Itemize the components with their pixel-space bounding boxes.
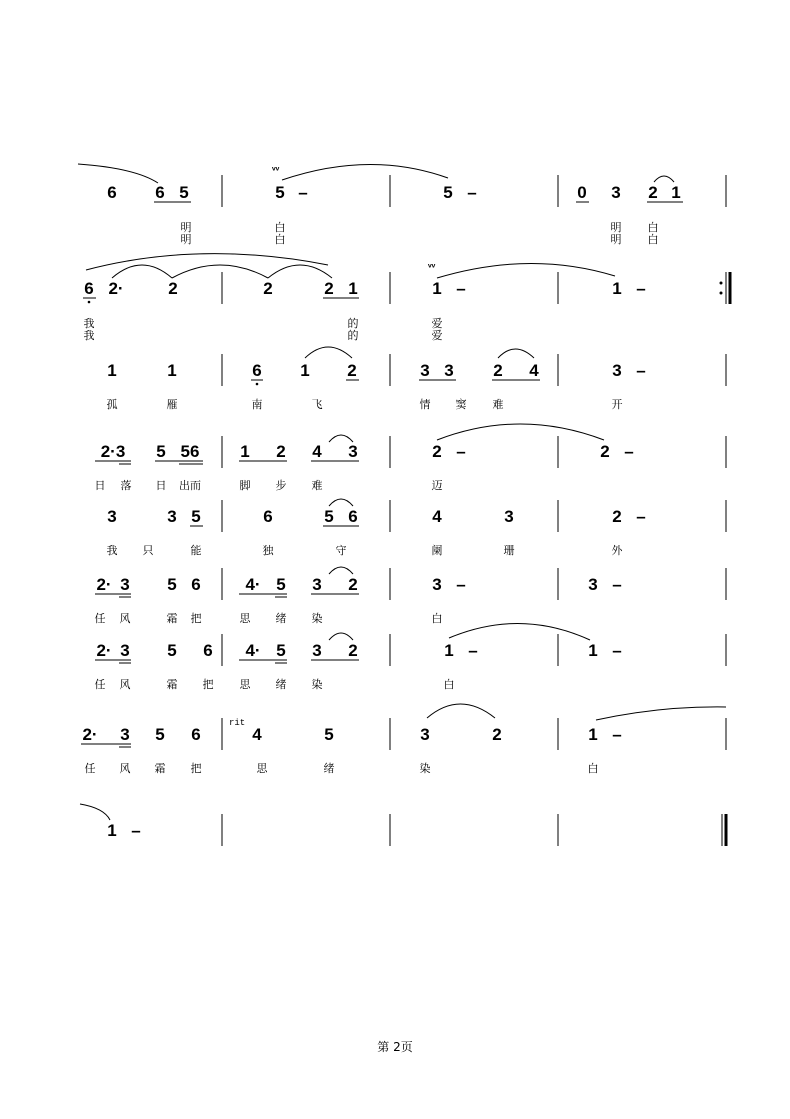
- lyric: 日: [94, 479, 106, 492]
- lyric: 思: [239, 612, 251, 625]
- note: 4: [312, 442, 322, 461]
- note: 2·: [108, 279, 124, 298]
- page-number: 第 2页: [377, 1040, 413, 1054]
- lyric: 爱: [431, 317, 443, 330]
- note: 3: [312, 575, 322, 594]
- lyric: 明: [180, 233, 192, 246]
- dash: –: [298, 183, 308, 202]
- note: 2: [648, 183, 658, 202]
- note: 2·3: [100, 442, 126, 461]
- note: 5: [276, 575, 286, 594]
- lyric: 爱: [431, 329, 443, 342]
- dash: –: [636, 361, 646, 380]
- note: 2: [492, 725, 502, 744]
- lyric: 思: [239, 678, 251, 691]
- note: 0: [577, 183, 587, 202]
- dash: –: [131, 821, 141, 840]
- lyric: 明: [610, 233, 622, 246]
- note: 2: [263, 279, 273, 298]
- dash: –: [612, 641, 622, 660]
- note: 6: [155, 183, 165, 202]
- note: 5: [443, 183, 453, 202]
- lyric: 难: [311, 479, 323, 492]
- staff-system-9: [80, 804, 726, 846]
- lyric: 任: [84, 762, 96, 775]
- note: 2: [493, 361, 503, 380]
- note: 6: [252, 361, 262, 380]
- lyric: 白: [431, 612, 443, 625]
- lyric: 我: [106, 544, 118, 557]
- note: 5: [276, 641, 286, 660]
- note: 3: [312, 641, 322, 660]
- note: 5: [324, 725, 334, 744]
- dash: –: [456, 279, 466, 298]
- svg-text:ᵥᵥ: ᵥᵥ: [428, 259, 436, 270]
- note: 3: [107, 507, 117, 526]
- note: 1: [300, 361, 310, 380]
- note: 3: [120, 725, 130, 744]
- lyric: 雁: [166, 398, 178, 411]
- lyric: 霜: [166, 678, 178, 691]
- lyric: 开: [611, 398, 623, 411]
- note: 2·: [96, 641, 112, 660]
- lyric: 白: [443, 678, 455, 691]
- staff-system-2: [83, 254, 730, 342]
- note: 5: [167, 641, 177, 660]
- lyric: 霜: [154, 762, 166, 775]
- note: 56: [180, 442, 200, 461]
- note: 1: [588, 641, 598, 660]
- lyric: 白: [647, 221, 659, 234]
- lyric: 守: [335, 544, 347, 557]
- lyric: 白: [587, 762, 599, 775]
- lyric: 思: [256, 762, 268, 775]
- lyric: 任: [94, 612, 106, 625]
- note: 1: [588, 725, 598, 744]
- lyric: 白: [647, 233, 659, 246]
- lyric: 外: [611, 544, 623, 557]
- note: 3: [167, 507, 177, 526]
- note: 1: [167, 361, 177, 380]
- lyric: 绪: [275, 678, 287, 691]
- lyric: 独: [262, 544, 274, 557]
- dash: –: [456, 575, 466, 594]
- lyric: 情: [419, 398, 431, 411]
- lyric: 风: [119, 678, 131, 691]
- note: 5: [324, 507, 334, 526]
- note: 2: [612, 507, 622, 526]
- note: 2: [348, 575, 358, 594]
- lyric: 能: [190, 544, 202, 557]
- lyric: 风: [119, 612, 131, 625]
- lyric: 我: [83, 329, 95, 342]
- lyric: 染: [311, 612, 323, 625]
- lyric: 明: [180, 221, 192, 234]
- dash: –: [624, 442, 634, 461]
- note: 4·: [245, 575, 261, 594]
- note: 4: [432, 507, 442, 526]
- lyric: 脚: [239, 479, 251, 492]
- lyric: 落: [120, 479, 132, 492]
- note: 3: [120, 641, 130, 660]
- note: 3: [432, 575, 442, 594]
- note: 3: [420, 725, 430, 744]
- note: 2·: [96, 575, 112, 594]
- staff-system-5: [107, 499, 727, 557]
- staff-system-6: [95, 567, 727, 625]
- note: 5: [156, 442, 166, 461]
- lyric: 我: [83, 317, 95, 330]
- dash: –: [612, 575, 622, 594]
- staff-system-8: [81, 704, 726, 775]
- note: 6: [84, 279, 94, 298]
- tempo-mark: rit: [229, 718, 246, 728]
- note: 3: [348, 442, 358, 461]
- dash: –: [456, 442, 466, 461]
- note: 6: [348, 507, 358, 526]
- staff-system-4: [95, 424, 727, 492]
- note: 1: [240, 442, 250, 461]
- note: 6: [107, 183, 117, 202]
- note: 3: [504, 507, 514, 526]
- lyric: 只: [142, 544, 154, 557]
- note: 2: [348, 641, 358, 660]
- note: 3: [588, 575, 598, 594]
- lyric: 步: [275, 479, 287, 492]
- note: 1: [107, 361, 117, 380]
- note: 3: [120, 575, 130, 594]
- lyric: 绪: [323, 762, 335, 775]
- dash: –: [636, 507, 646, 526]
- lyric: 窦: [455, 398, 467, 411]
- note: 1: [432, 279, 442, 298]
- note: 6: [191, 725, 201, 744]
- lyric: 染: [419, 762, 431, 775]
- lyric: 孤: [106, 398, 118, 411]
- note: 5: [191, 507, 201, 526]
- lyric: 把: [190, 762, 202, 775]
- note: 2: [600, 442, 610, 461]
- note: 4: [529, 361, 539, 380]
- note: 2: [276, 442, 286, 461]
- lyric: 的: [347, 329, 359, 342]
- staff-system-1: [78, 162, 726, 246]
- note: 1: [444, 641, 454, 660]
- note: 5: [179, 183, 189, 202]
- note: 4: [252, 725, 262, 744]
- note: 2: [324, 279, 334, 298]
- svg-text:ᵥᵥ: ᵥᵥ: [272, 162, 280, 173]
- lyric: 难: [492, 398, 504, 411]
- dash: –: [612, 725, 622, 744]
- note: 3: [420, 361, 430, 380]
- note: 6: [191, 575, 201, 594]
- lyric: 白: [274, 221, 286, 234]
- lyric: 绪: [275, 612, 287, 625]
- note: 3: [444, 361, 454, 380]
- dash: –: [467, 183, 477, 202]
- lyric: 把: [202, 678, 214, 691]
- lyric: 风: [119, 762, 131, 775]
- lyric: 白: [274, 233, 286, 246]
- lyric: 霜: [166, 612, 178, 625]
- lyric: 任: [94, 678, 106, 691]
- lyric: 染: [311, 678, 323, 691]
- note: 1: [612, 279, 622, 298]
- lyric: 南: [251, 398, 263, 411]
- lyric: 出而: [179, 479, 201, 492]
- note: 2·: [82, 725, 98, 744]
- lyric: 阑: [431, 544, 443, 557]
- note: 6: [263, 507, 273, 526]
- note: 2: [347, 361, 357, 380]
- note: 5: [155, 725, 165, 744]
- note: 3: [612, 361, 622, 380]
- lyric: 日: [155, 479, 167, 492]
- lyric: 把: [190, 612, 202, 625]
- lyric: 的: [347, 317, 359, 330]
- note: 2: [168, 279, 178, 298]
- note: 4·: [245, 641, 261, 660]
- note: 5: [167, 575, 177, 594]
- lyric: 明: [610, 221, 622, 234]
- dash: –: [636, 279, 646, 298]
- note: 5: [275, 183, 285, 202]
- lyric: 珊: [503, 544, 515, 557]
- note: 1: [671, 183, 681, 202]
- note: 1: [107, 821, 117, 840]
- staff-system-3: [107, 347, 727, 411]
- dash: –: [468, 641, 478, 660]
- note: 3: [611, 183, 621, 202]
- lyric: 飞: [311, 398, 323, 411]
- staff-system-7: [95, 623, 727, 691]
- note: 1: [348, 279, 358, 298]
- note: 6: [203, 641, 213, 660]
- note: 2: [432, 442, 442, 461]
- lyric: 迈: [431, 479, 443, 492]
